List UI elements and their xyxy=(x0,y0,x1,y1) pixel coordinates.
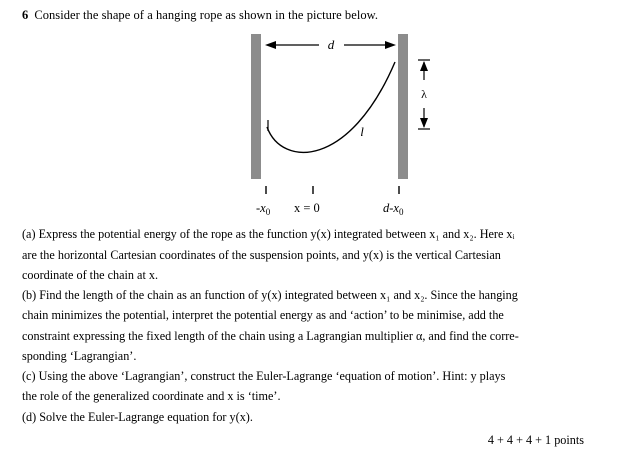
part-b-line-4: sponding ‘Lagrangian’. xyxy=(22,349,137,363)
part-b-line-2: chain minimizes the potential, interpret the potential energy as and ‘action’ to be minimise, add the xyxy=(22,308,504,322)
part-c-line-1: (c) Using the above ‘Lagrangian’, construct the Euler-Lagrange ‘equation of motion’. Hint: y plays xyxy=(22,369,506,383)
label-lambda: λ xyxy=(421,87,427,101)
part-a-line-3: coordinate of the chain at x. xyxy=(22,268,159,282)
part-b-line-1: (b) Find the length of the chain as an function of y(x) integrated between x₁ and x₂. Since the hanging xyxy=(22,288,518,302)
part-a-line-2: are the horizontal Cartesian coordinates of the suspension points, and y(x) is the vertical Cartesian xyxy=(22,248,501,262)
left-wall xyxy=(251,34,261,179)
part-c-line-2: the role of the generalized coordinate and x is ‘time’. xyxy=(22,389,281,403)
right-wall xyxy=(398,34,408,179)
label-d: d xyxy=(327,37,335,52)
part-a-line-1: (a) Express the potential energy of the rope as the function y(x) integrated between x₁ and x₂. Here xᵢ xyxy=(22,227,515,241)
part-b-line-3: constraint expressing the fixed length of the chain using a Lagrangian multiplier α, and find the corre- xyxy=(22,329,519,343)
tick-label-left: $-x_0$ xyxy=(256,201,271,217)
tick-label-mid: x = 0 xyxy=(294,201,320,215)
points-total: 4 + 4 + 4 + 1 points xyxy=(487,433,584,447)
question-number: 6 xyxy=(22,8,29,22)
rope-curve xyxy=(267,62,395,152)
part-d-line-1: (d) Solve the Euler-Lagrange equation for y(x). xyxy=(22,410,253,424)
question-text: Consider the shape of a hanging rope as shown in the picture below. xyxy=(34,8,379,22)
label-rope-length: l xyxy=(360,124,364,139)
tick-label-right: $d-x_0$ xyxy=(383,201,404,217)
